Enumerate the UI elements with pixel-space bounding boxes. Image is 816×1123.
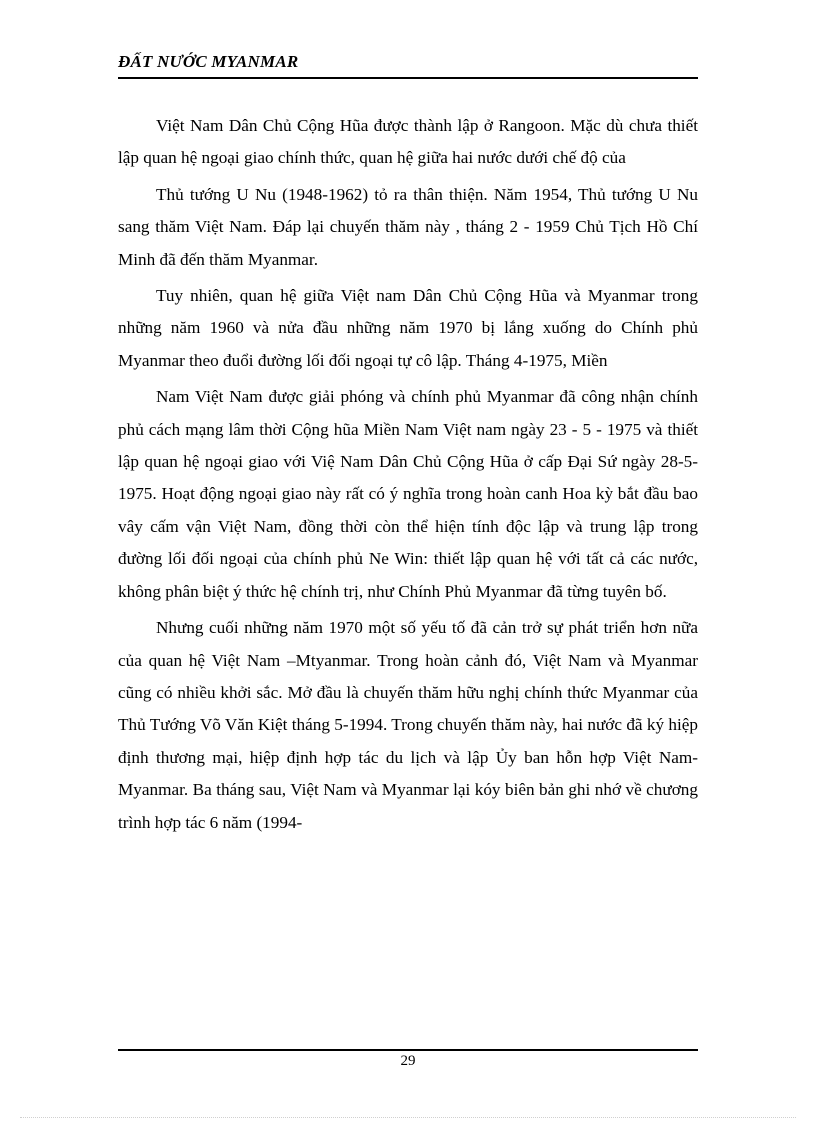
header-divider — [118, 77, 698, 79]
running-header-title: ĐẤT NƯỚC MYANMAR — [118, 52, 299, 71]
footer-divider — [118, 1049, 698, 1051]
paragraph-3: Tuy nhiên, quan hệ giữa Việt nam Dân Chủ Cộng Hũa và Myanmar trong những năm 1960 và nửa đầu những năm 1970 bị lắng xuống do Chính phủ Myanmar theo đuổi đường lối đối ngoại tự cô lập. Tháng 4-1975, Miền — [118, 286, 698, 370]
page-number: 29 — [400, 1053, 416, 1069]
paragraph-5: Nhưng cuối những năm 1970 một số yếu tố đã cản trở sự phát triển hơn nữa của quan hệ Việt Nam –Mtyanmar. Trong hoàn cảnh đó, Việt Nam và Myanmar cũng có nhiều khởi sắc. Mở đầu là chuyến thăm hữu nghị chính thức Myanmar của Thủ Tướng Võ Văn Kiệt tháng 5-1994. Trong chuyến thăm này, hai nước đã ký hiệp định thương mại, hiệp định hợp tác du lịch và lập Ủy ban hỗn hợp Việt Nam-Myanmar. Ba tháng sau, Việt Nam và Myanmar lại kóy biên bản ghi nhớ về chương trình hợp tác 6 năm (1994- — [118, 618, 698, 832]
paragraph-2: Thủ tướng U Nu (1948-1962) tỏ ra thân thiện. Năm 1954, Thủ tướng U Nu sang thăm Việt Nam. Đáp lại chuyến thăm này , tháng 2 - 1959 Chủ Tịch Hồ Chí Minh đã đến thăm Myanmar. — [118, 184, 698, 269]
paragraph-4: Nam Việt Nam được giải phóng và chính phủ Myanmar đã công nhận chính phủ cách mạng lâm thời Cộng hũa Miền Nam Việt nam ngày 23 - 5 - 1975 và thiết lập quan hệ ngoại giao với Việ Nam Dân Chủ Cộng Hũa ở cấp Đại Sứ ngày 28-5-1975. Hoạt động ngoại giao này rất có ý nghĩa trong hoàn canh Hoa kỳ bắt đầu bao vây cấm vận Việt Nam, đồng thời còn thể hiện tính độc lập và trung lập trong đường lối đối ngoại của chính phủ Ne Win: thiết lập quan hệ với tất cả các nước, không phân biệt ý thức hệ chính trị, như Chính Phủ Myanmar đã từng tuyên bố. — [118, 387, 698, 601]
paragraph-1: Việt Nam Dân Chủ Cộng Hũa được thành lập ở Rangoon. Mặc dù chưa thiết lập quan hệ ngoại giao chính thức, quan hệ giữa hai nước dưới chế độ của — [118, 116, 698, 168]
body-text — [118, 110, 698, 843]
page-bottom-edge — [20, 1117, 796, 1118]
